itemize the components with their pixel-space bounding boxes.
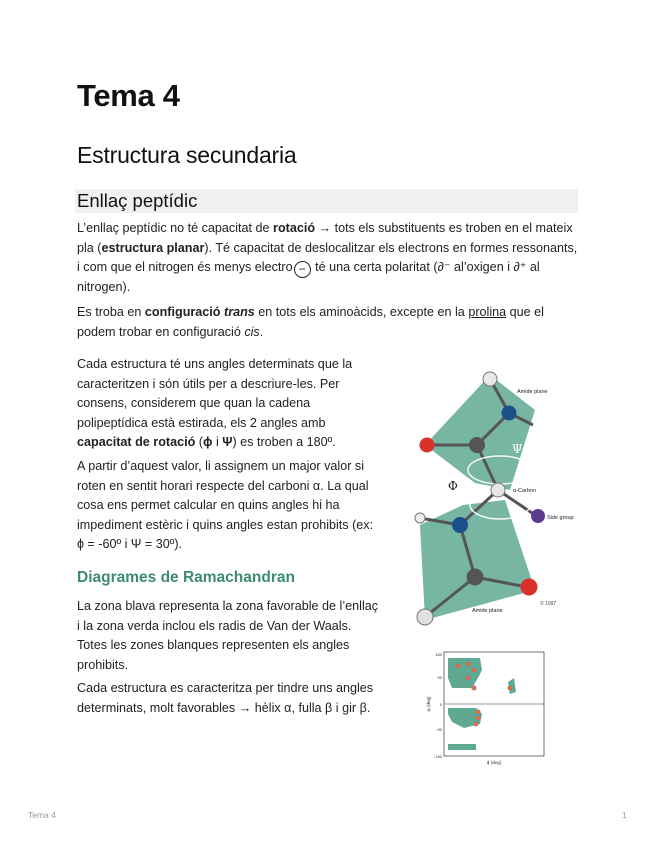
y-tick-5: -180 bbox=[433, 754, 442, 759]
atom-side-group bbox=[531, 509, 545, 523]
atom-n-bottom bbox=[452, 517, 468, 533]
favorable-region-bottom bbox=[448, 744, 476, 750]
footer-left: Tema 4 bbox=[28, 810, 56, 820]
y-tick-3: 0 bbox=[439, 702, 442, 707]
atom-h-mid bbox=[415, 513, 425, 523]
paragraph-trans-configuration: Es troba en configuració trans en tots els aminoàcids, excepte en la prolina que el podem trobar en configuració cis. bbox=[77, 305, 544, 339]
paragraph-structures: Cada estructura es caracteritza per tindre uns angles determinats, molt favorables → hèlix α, fulla β i gir β. bbox=[77, 681, 374, 715]
section-heading: Enllaç peptídic bbox=[77, 190, 198, 211]
paragraph-peptide-bond: L’enllaç peptídic no té capacitat de rotació → tots els substituents es troben en el mateix pla (estructura planar). Té capacitat de deslocalitzar els electrons en formes ressonants, i com que el nitrogen és menys electro − té una certa polaritat (∂⁻ al’oxigen i ∂⁺ al nitrogen). bbox=[77, 221, 578, 294]
y-tick-2: 90 bbox=[437, 675, 442, 680]
circled-minus: − bbox=[294, 261, 311, 278]
amide-plane-bottom bbox=[420, 500, 535, 620]
atom-h-bottom bbox=[417, 609, 433, 625]
footer-page-number: 1 bbox=[622, 810, 627, 820]
label-psi: Ψ bbox=[512, 442, 523, 456]
label-calpha: α-Carbon bbox=[513, 488, 537, 494]
section-heading-bar bbox=[75, 189, 578, 213]
x-axis-label: ɸ (deg) bbox=[486, 760, 502, 765]
label-corner: © 1997 bbox=[540, 601, 557, 607]
atom-o-top bbox=[420, 438, 435, 453]
label-side-group: Side group bbox=[547, 515, 574, 521]
ramachandran-plot bbox=[424, 648, 548, 766]
label-phi: Φ bbox=[448, 479, 458, 493]
page-title: Tema 4 bbox=[77, 78, 180, 113]
paragraph-zones: La zona blava representa la zona favorable de l’enllaç i la zona verda inclou els radis de Van der Waals. Totes les zones blanques representen els angles prohibits. bbox=[77, 599, 379, 672]
paragraph-angles: Cada estructura té uns angles determinats que la caracteritzen i són útils per a descriure-les. Per consens, considerem que quan la cadena polipeptídica està estirada, els 2 angles amb capacitat de rotació (ɸ i Ψ) es troben a 180º. bbox=[77, 357, 353, 449]
label-amide-bottom: Amide plane bbox=[472, 608, 503, 614]
atom-c-top bbox=[469, 437, 485, 453]
label-amide-top: Amide plane bbox=[517, 389, 548, 395]
y-axis-label: ψ (deg) bbox=[426, 696, 431, 712]
page-subtitle: Estructura secundaria bbox=[77, 142, 297, 168]
atom-h-top bbox=[483, 372, 497, 386]
peptide-planes-figure bbox=[405, 365, 585, 630]
y-tick-1: 180 bbox=[435, 652, 442, 657]
atom-calpha bbox=[491, 483, 505, 497]
subsection-heading: Diagrames de Ramachandran bbox=[77, 569, 295, 586]
atom-c-bottom bbox=[467, 569, 484, 586]
y-tick-4: -90 bbox=[436, 727, 442, 732]
paragraph-steric-hindrance: A partir d’aquest valor, li assignem un major valor si roten en sentit horari respecte del carboni α. La qual cosa ens permet calcular en quins angles hi ha impediment estèric i quins angles estan prohibits (ex: ɸ = -60º i Ψ = 30º). bbox=[77, 459, 374, 551]
atom-o-bottom bbox=[521, 579, 538, 596]
atom-n-top bbox=[502, 406, 517, 421]
